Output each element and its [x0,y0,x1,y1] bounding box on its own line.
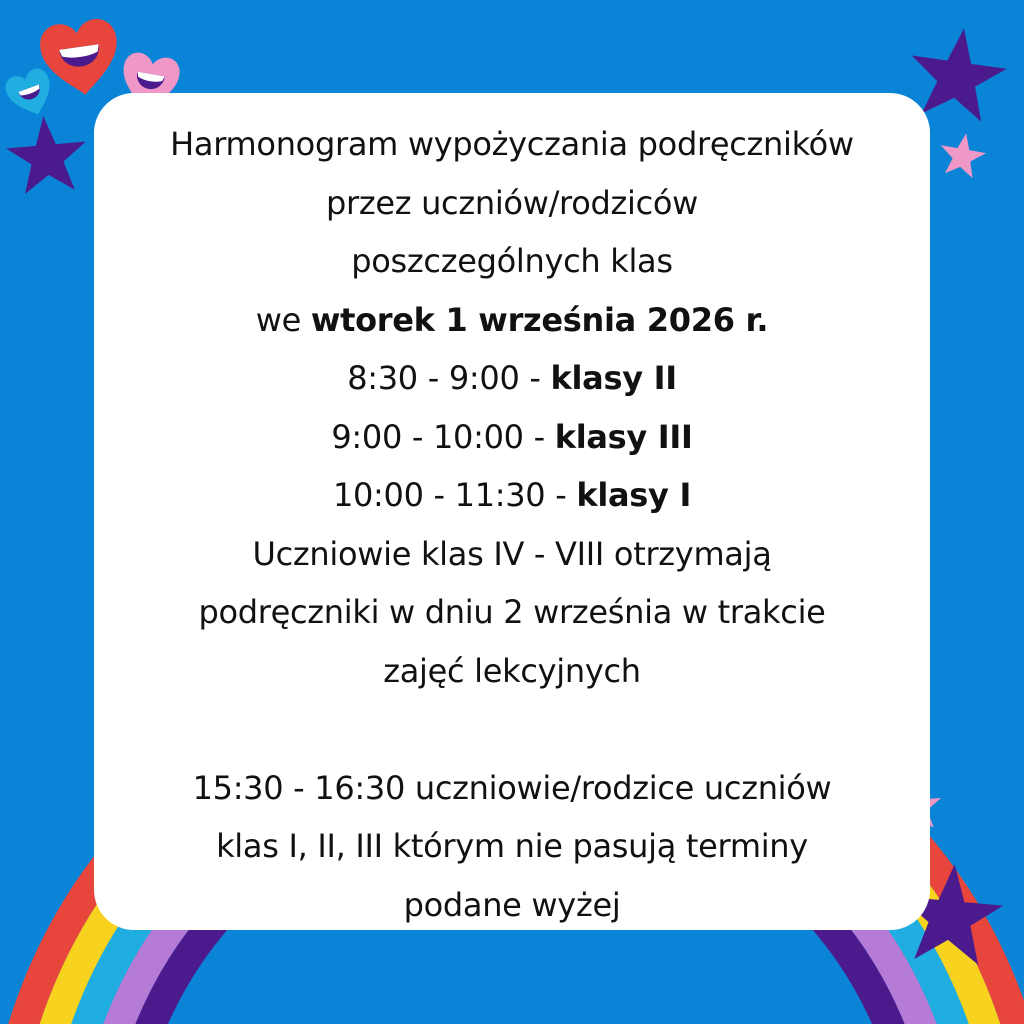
date: wtorek 1 września 2026 r. [310,300,769,339]
extra-line-2: klas I, II, III którym nie pasują terminy [216,827,808,865]
title-line-1: Harmonogram wypożyczania podręczników [170,125,854,163]
schedule-time: 9:00 - 10:00 - [331,417,555,456]
date-line [94,291,930,350]
note-line-1: Uczniowie klas IV - VIII otrzymają [252,534,772,573]
spacer [94,700,930,759]
note-line-3: zajęć lekcyjnych [383,651,641,690]
note-line-2: podręczniki w dniu 2 września w trakcie [198,593,826,631]
title-line-3: poszczególnych klas [351,242,673,280]
schedule-row [94,349,930,408]
extra-line-3: podane wyżej [403,885,621,924]
schedule-row [94,466,930,525]
heart-red-icon [37,16,123,99]
announcement-text [94,115,930,934]
extra-line-1: 15:30 - 16:30 uczniowie/rodzice uczniów [192,768,832,807]
schedule-time: 8:30 - 9:00 - [347,359,551,397]
date-prefix: we [255,300,311,339]
schedule-classes: klasy I [576,476,692,514]
schedule-row [94,408,930,467]
schedule-classes: klasy II [550,359,677,397]
schedule-classes: klasy III [554,417,693,456]
title-line-2: przez uczniów/rodziców [325,183,699,222]
schedule-time: 10:00 - 11:30 - [332,476,577,514]
heart-blue-icon [2,65,59,122]
